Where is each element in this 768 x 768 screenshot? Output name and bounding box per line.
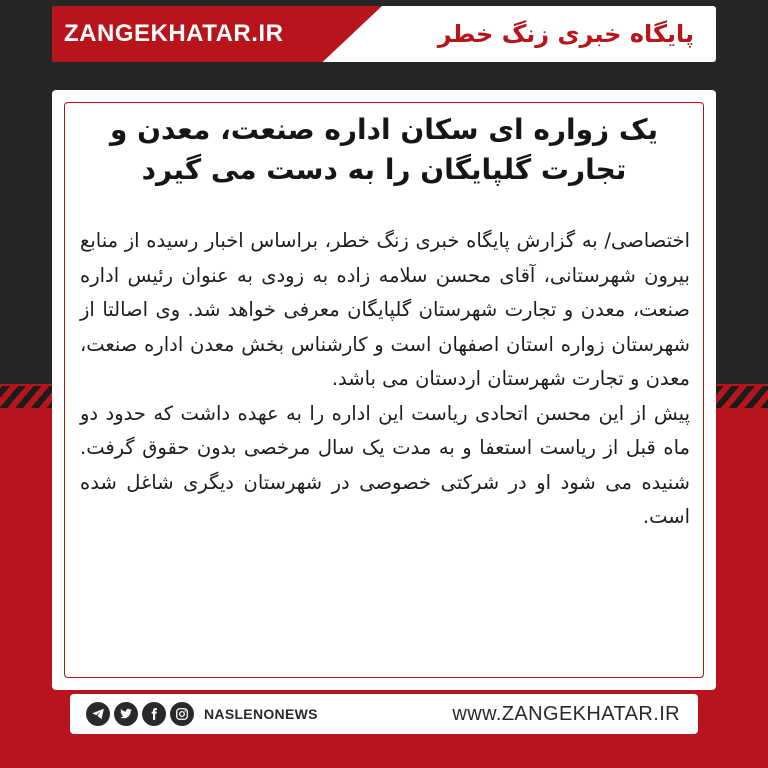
facebook-icon[interactable]	[142, 702, 166, 726]
social-icons	[86, 702, 194, 726]
site-name-en: ZANGEKHATAR.IR	[64, 20, 284, 47]
article-body	[80, 224, 690, 535]
article-card	[52, 90, 716, 690]
footer-bar	[70, 694, 698, 734]
article-paragraph: اختصاصی/ به گزارش پایگاه خبری زنگ خطر، براساس اخبار رسیده از منابع بیرون شهرستانی، آقای محسن سلامه زاده به زودی به عنوان رئیس اداره صنعت، معدن و تجارت شهرستان گلپایگان معرفی خواهد شد. وی اصالتا از شهرستان زواره استان اصفهان است و کارشناس بخش معدن اداره صنعت، معدن و تجارت شهرستان اردستان می باشد.	[80, 229, 690, 390]
site-name-fa: پایگاه خبری زنگ خطر	[437, 20, 694, 48]
header-banner	[52, 6, 716, 62]
website-link[interactable]: www.ZANGEKHATAR.IR	[452, 703, 680, 725]
telegram-icon[interactable]	[86, 702, 110, 726]
social-handle[interactable]: NASLENONEWS	[204, 706, 318, 722]
article-title: یک زواره ای سکان اداره صنعت، معدن و تجارت گلپایگان را به دست می گیرد	[109, 113, 659, 186]
article-paragraph: پیش از این محسن اتحادی ریاست این اداره را به عهده داشت که حدود دو ماه قبل از ریاست استعفا و به مدت یک سال مرخصی بدون حقوق گرفت. شنیده می شود او در شرکتی خصوصی در شهرستان دیگری شاغل شده است.	[80, 401, 690, 528]
twitter-icon[interactable]	[114, 702, 138, 726]
instagram-icon[interactable]	[170, 702, 194, 726]
